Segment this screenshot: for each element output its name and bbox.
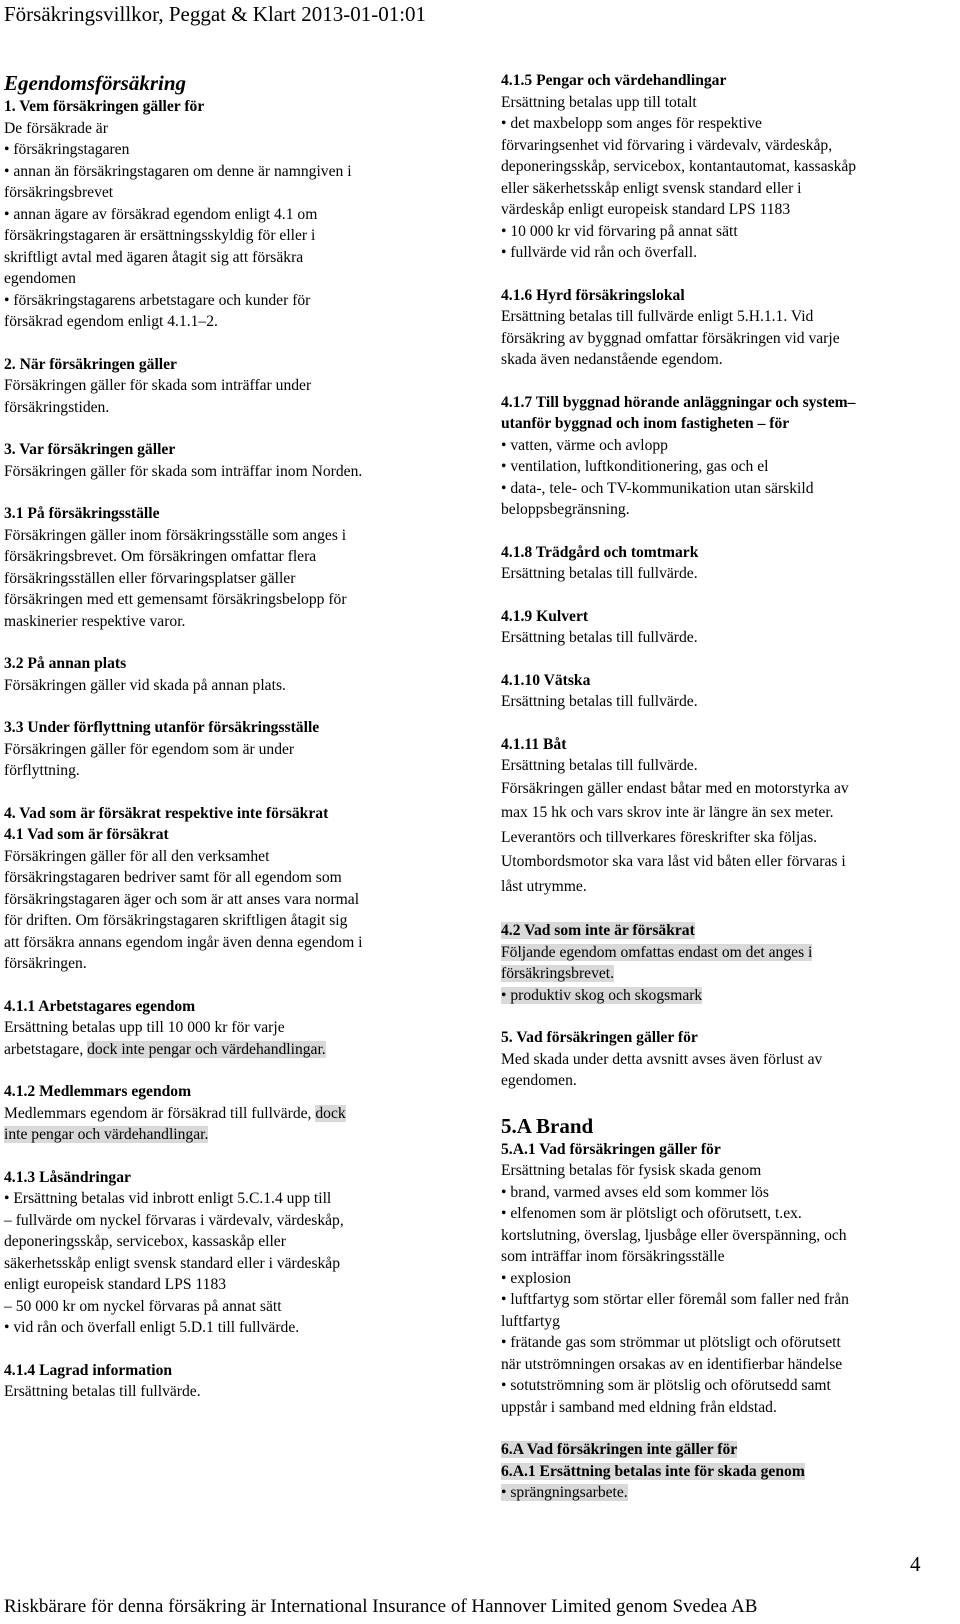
- text-line: Ersättning betalas till fullvärde.: [501, 693, 698, 710]
- text-line: försäkringen med ett gemensamt försäkringsbelopp för: [4, 591, 347, 608]
- section-heading: utanför byggnad och inom fastigheten – för: [501, 415, 790, 432]
- chapter-title: 5.A Brand: [501, 1113, 594, 1138]
- section-text: [501, 755, 933, 777]
- text-line: • annan än försäkringstagaren om denne är namngiven i: [4, 162, 352, 180]
- boat-conditions: [501, 777, 933, 900]
- section-heading: 3. Var försäkringen gäller: [4, 441, 176, 458]
- section-4-1-9: [501, 606, 933, 649]
- section-heading: 4.1.7 Till byggnad hörande anläggningar och system–: [501, 393, 856, 411]
- text-line: försäkringsställen eller förvaringsplatser gäller: [4, 569, 296, 587]
- section-heading: 5. Vad försäkringen gäller för: [501, 1029, 698, 1046]
- text-line: Försäkringen gäller för all den verksamhet: [4, 847, 270, 865]
- section-heading: 4.1.5 Pengar och värdehandlingar: [501, 72, 727, 89]
- highlighted-text: • sprängningsarbete.: [501, 1484, 628, 1501]
- section-text: [4, 846, 474, 975]
- text-line: för driften. Om försäkringstagaren skriftligen åtagit sig: [4, 912, 348, 929]
- section-5: [501, 1027, 933, 1092]
- text-line: • vid rån och överfall enligt 5.D.1 till fullvärde.: [4, 1319, 300, 1336]
- text-line: deponeringsskåp, servicebox, kassaskåp eller: [4, 1233, 286, 1250]
- text-line: • luftfartyg som störtar eller föremål som faller ned från: [501, 1291, 849, 1308]
- text-line: deponeringsskåp, servicebox, kontantautomat, kassaskåp: [501, 158, 857, 175]
- highlighted-text: försäkringsbrevet.: [501, 965, 615, 982]
- section-3: [4, 439, 474, 482]
- section-heading: 3.3 Under förflyttning utanför försäkringsställe: [4, 719, 320, 736]
- section-3-2: [4, 653, 474, 696]
- section-heading: [501, 920, 933, 942]
- section-heading: 5.A.1 Vad försäkringen gäller för: [501, 1140, 721, 1158]
- section-heading: [501, 1461, 933, 1483]
- section-4-1-1: [4, 996, 474, 1061]
- text-line: uppstår i samband med eldning från eldstad.: [501, 1398, 777, 1416]
- document-title: Egendomsförsäkring: [4, 71, 187, 95]
- text-plain: Medlemmars egendom är försäkrad till fullvärde,: [4, 1104, 316, 1122]
- section-text: [501, 691, 933, 713]
- highlighted-text: • produktiv skog och skogsmark: [501, 986, 703, 1004]
- left-column: [4, 70, 474, 1424]
- text-line: [4, 1103, 474, 1125]
- text-line: försäkring av byggnad omfattar försäkringen vid varje: [501, 329, 840, 347]
- section-4-1-10: [501, 670, 933, 713]
- section-heading: 4.1.10 Vätska: [501, 671, 591, 689]
- text-line: luftfartyg: [501, 1312, 560, 1330]
- section-4-1-11: [501, 734, 933, 900]
- text-line: Försäkringen gäller för skada som inträffar under: [4, 377, 312, 394]
- text-line: • frätande gas som strömmar ut plötsligt och oförutsett: [501, 1334, 841, 1351]
- text-line: De försäkrade är: [4, 119, 108, 137]
- text-line: försäkrad egendom enligt 4.1.1–2.: [4, 313, 218, 330]
- section-subheading: 4.1 Vad som är försäkrat: [4, 826, 169, 843]
- section-1: [4, 70, 474, 333]
- section-4-2: [501, 920, 933, 1006]
- highlighted-text: Följande egendom omfattas endast om det anges i: [501, 943, 813, 961]
- section-3-3: [4, 717, 474, 782]
- text-line: kortslutning, överslag, ljusbåge eller överspänning, och: [501, 1226, 847, 1244]
- text-line: • data-, tele- och TV-kommunikation utan särskild: [501, 479, 814, 497]
- section-heading: 1. Vem försäkringen gäller för: [4, 98, 205, 115]
- text-line: Med skada under detta avsnitt avses även förlust av: [501, 1050, 823, 1068]
- section-heading: 3.2 På annan plats: [4, 655, 127, 672]
- text-line: enligt europeisk standard LPS 1183: [4, 1276, 227, 1293]
- text-line: [501, 942, 933, 964]
- section-heading: 4.1.4 Lagrad information: [4, 1361, 173, 1379]
- highlighted-text: 4.2 Vad som inte är försäkrat: [501, 922, 695, 939]
- section-text: [4, 1381, 474, 1403]
- section-heading: 4. Vad som är försäkrat respektive inte försäkrat: [4, 804, 329, 822]
- text-line: förvaringsenhet vid förvaring i värdevalv, värdeskåp,: [501, 136, 833, 154]
- section-4-1-4: [4, 1360, 474, 1403]
- text-line: Försäkringen gäller vid skada på annan plats.: [4, 676, 286, 694]
- text-line: egendomen.: [501, 1072, 577, 1089]
- section-heading: 4.1.1 Arbetstagares egendom: [4, 997, 196, 1015]
- section-heading: 4.1.11 Båt: [501, 735, 567, 753]
- text-line: skriftligt avtal med ägaren åtagit sig att försäkra: [4, 248, 304, 266]
- right-column: [501, 70, 933, 1504]
- text-line: • sotutströmning som är plötslig och oförutsedd samt: [501, 1377, 831, 1394]
- document-header: Försäkringsvillkor, Peggat & Klart 2013-01-01:01: [4, 2, 427, 26]
- section-text: [501, 1049, 933, 1092]
- section-text: [501, 627, 933, 649]
- section-heading: 4.1.8 Trädgård och tomtmark: [501, 543, 699, 561]
- text-line: Ersättning betalas till fullvärde.: [501, 565, 698, 582]
- text-plain: arbetstagare,: [4, 1040, 88, 1058]
- text-line: försäkringsbrevet. Om försäkringen omfattar flera: [4, 548, 317, 565]
- text-line: beloppsbegränsning.: [501, 501, 630, 518]
- text-line: när utströmningen orsakas av en identifierbar händelse: [501, 1355, 843, 1373]
- text-line: Ersättning betalas för fysisk skada genom: [501, 1162, 762, 1179]
- text-line: eller säkerhetsskåp enligt svensk standard eller i: [501, 179, 802, 197]
- section-4-1-7: [501, 392, 933, 521]
- text-line: Försäkringen gäller inom försäkringsställe som anges i: [4, 526, 347, 544]
- text-line: • det maxbelopp som anges för respektive: [501, 115, 762, 132]
- text-line: • explosion: [501, 1269, 571, 1287]
- section-heading: 3.1 På försäkringsställe: [4, 505, 160, 522]
- text-line: värdeskåp enligt europeisk standard LPS 1183: [501, 201, 791, 218]
- section-heading: 4.1.9 Kulvert: [501, 607, 589, 625]
- section-5-a: [501, 1113, 933, 1419]
- text-line: försäkringstiden.: [4, 398, 110, 416]
- section-4-1-8: [501, 542, 933, 585]
- section-text: [501, 306, 933, 371]
- section-text: [4, 675, 474, 697]
- section-4-1-2: [4, 1081, 474, 1146]
- text-line: [4, 1124, 474, 1146]
- text-line: • 10 000 kr vid förvaring på annat sätt: [501, 222, 738, 240]
- text-line: [501, 1482, 933, 1504]
- text-line: – fullvärde om nyckel förvaras i värdevalv, värdeskåp,: [4, 1211, 344, 1229]
- section-text: [4, 525, 474, 633]
- text-line: försäkringstagaren äger och som är att anses vara normal: [4, 890, 360, 908]
- highlighted-text: 6.A.1 Ersättning betalas inte för skada genom: [501, 1462, 805, 1480]
- text-line: [501, 985, 933, 1007]
- text-line: skada även nedanstående egendom.: [501, 351, 723, 368]
- text-line: försäkringen.: [4, 955, 87, 972]
- section-text: [501, 1482, 933, 1504]
- text-line: att försäkra annans egendom ingår även denna egendom i: [4, 933, 363, 951]
- section-text: [4, 739, 474, 782]
- text-line: Leverantörs och tillverkares föreskrifter ska följas.: [501, 828, 818, 846]
- text-line: max 15 hk och vars skrov inte är längre än sex meter.: [501, 804, 834, 821]
- text-line: egendomen: [4, 270, 76, 287]
- text-line: Ersättning betalas till fullvärde.: [501, 757, 698, 774]
- text-line: som inträffar inom försäkringsställe: [501, 1248, 725, 1265]
- section-4-1-3: [4, 1167, 474, 1339]
- section-heading: 4.1.2 Medlemmars egendom: [4, 1083, 192, 1100]
- page-number: 4: [910, 1552, 921, 1576]
- text-line: • försäkringstagarens arbetstagare och kunder för: [4, 291, 311, 309]
- text-line: Försäkringen gäller endast båtar med en motorstyrka av: [501, 779, 849, 797]
- text-line: Ersättning betalas upp till 10 000 kr för varje: [4, 1019, 285, 1036]
- text-line: Ersättning betalas upp till totalt: [501, 93, 697, 111]
- text-line: • försäkringstagaren: [4, 141, 130, 158]
- section-text: [501, 942, 933, 1007]
- document-footer: Riskbärare för denna försäkring är International Insurance of Hannover Limited genom Svedea AB: [4, 1596, 758, 1617]
- text-line: [4, 1039, 474, 1061]
- text-line: förflyttning.: [4, 762, 80, 779]
- section-4-1-6: [501, 285, 933, 371]
- text-line: [501, 963, 933, 985]
- text-line: – 50 000 kr om nyckel förvaras på annat sätt: [4, 1297, 282, 1315]
- text-line: • Ersättning betalas vid inbrott enligt 5.C.1.4 upp till: [4, 1190, 332, 1207]
- section-heading: 2. När försäkringen gäller: [4, 355, 177, 373]
- text-line: Försäkringen gäller för egendom som är under: [4, 740, 295, 758]
- section-text: [501, 435, 933, 521]
- highlighted-text: dock: [315, 1104, 346, 1122]
- text-line: • ventilation, luftkonditionering, gas och el: [501, 458, 769, 475]
- section-6-a: [501, 1439, 933, 1504]
- text-line: • vatten, värme och avlopp: [501, 436, 668, 454]
- text-line: Försäkringen gäller för skada som inträffar inom Norden.: [4, 462, 363, 480]
- text-line: säkerhetsskåp enligt svensk standard eller i värdeskåp: [4, 1254, 341, 1272]
- highlighted-text: inte pengar och värdehandlingar.: [4, 1126, 209, 1143]
- section-text: [4, 1188, 474, 1339]
- text-line: • elfenomen som är plötsligt och oförutsett, t.ex.: [501, 1205, 802, 1222]
- text-line: försäkringsbrevet: [4, 184, 114, 201]
- text-line: försäkringstagaren är ersättningsskyldig för eller i: [4, 227, 316, 244]
- text-line: Ersättning betalas till fullvärde enligt 5.H.1.1. Vid: [501, 308, 814, 325]
- text-line: Utombordsmotor ska vara låst vid båten eller förvaras i: [501, 853, 846, 870]
- text-line: låst utrymme.: [501, 877, 587, 895]
- section-4: [4, 803, 474, 975]
- text-line: Ersättning betalas till fullvärde.: [4, 1383, 201, 1400]
- section-text: [501, 1160, 933, 1418]
- text-line: • fullvärde vid rån och överfall.: [501, 244, 697, 261]
- section-2: [4, 354, 474, 419]
- section-text: [4, 118, 474, 333]
- text-line: Ersättning betalas till fullvärde.: [501, 629, 698, 646]
- section-heading: [501, 1439, 933, 1461]
- text-line: försäkringstagaren bedriver samt för all egendom som: [4, 869, 342, 886]
- section-heading: 4.1.6 Hyrd försäkringslokal: [501, 286, 685, 304]
- section-3-1: [4, 503, 474, 632]
- section-4-1-5: [501, 70, 933, 264]
- section-text: [4, 375, 474, 418]
- highlighted-text: dock inte pengar och värdehandlingar.: [87, 1040, 326, 1058]
- section-text: [501, 563, 933, 585]
- text-line: maskinerier respektive varor.: [4, 612, 186, 630]
- section-heading: 4.1.3 Låsändringar: [4, 1168, 131, 1186]
- highlighted-text: 6.A Vad försäkringen inte gäller för: [501, 1441, 738, 1458]
- section-text: [501, 92, 933, 264]
- text-line: • annan ägare av försäkrad egendom enligt 4.1 om: [4, 205, 318, 223]
- section-text: [4, 461, 474, 483]
- text-line: • brand, varmed avses eld som kommer lös: [501, 1183, 769, 1201]
